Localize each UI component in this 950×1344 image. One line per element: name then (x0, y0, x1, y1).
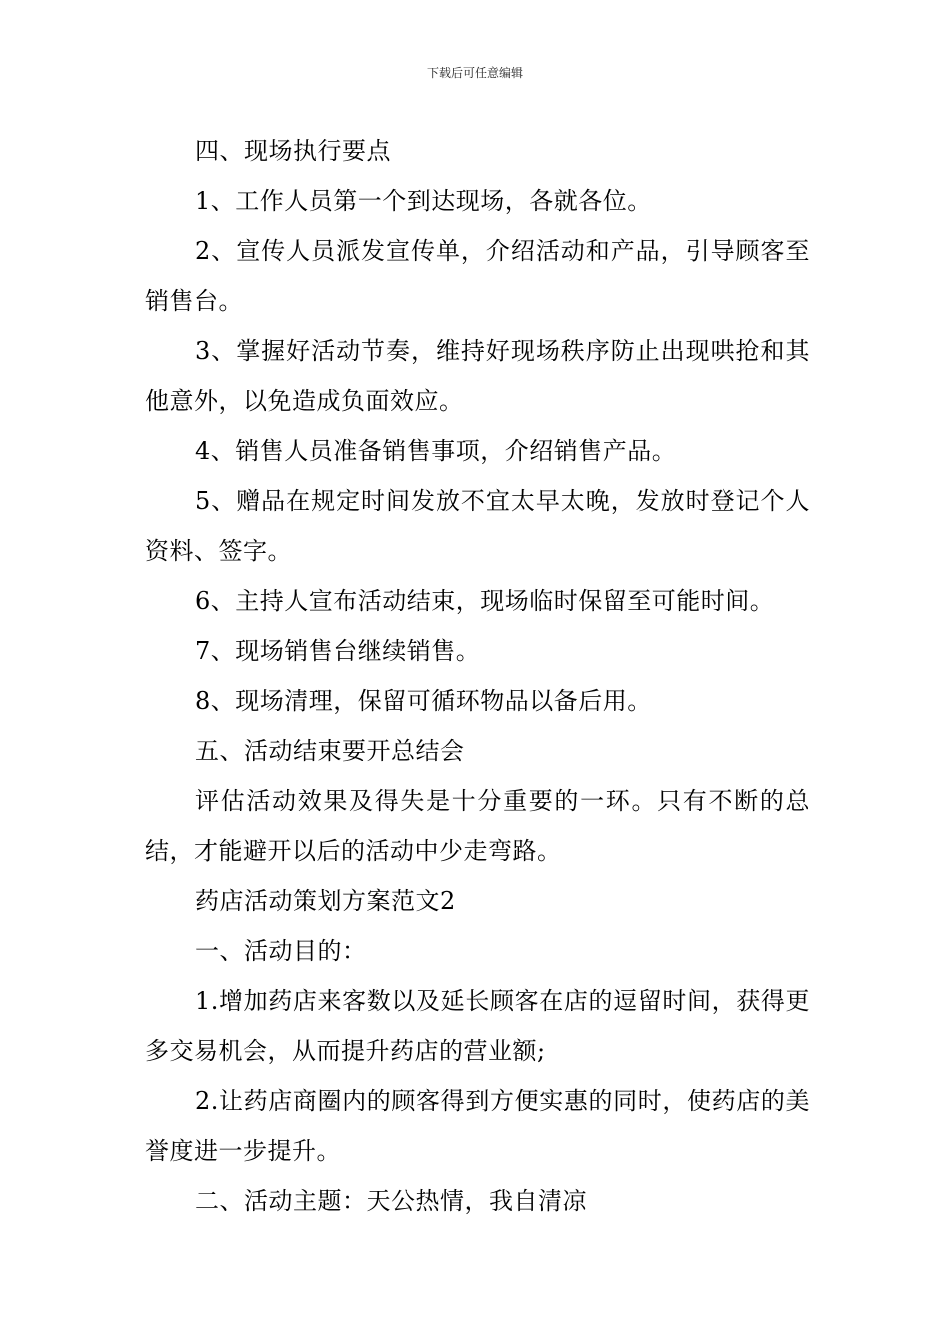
page-header-note: 下载后可任意编辑 (426, 66, 523, 80)
document-body (145, 126, 810, 1226)
paragraph-item-2: 2、宣传人员派发宣传单，介绍活动和产品，引导顾客至销售台。 (145, 237, 810, 315)
paragraph-goal-1: 1.增加药店来客数以及延长顾客在店的逗留时间，获得更多交易机会，从而提升药店的营业额; (145, 987, 810, 1065)
paragraph-summary: 评估活动效果及得失是十分重要的一环。只有不断的总结，才能避开以后的活动中少走弯路。 (145, 787, 810, 865)
paragraph-item-3: 3、掌握好活动节奏，维持好现场秩序防止出现哄抢和其他意外，以免造成负面效应。 (145, 337, 810, 415)
section-heading-1: 一、活动目的： (195, 937, 367, 965)
document-subtitle: 药店活动策划方案范文2 (195, 887, 456, 915)
section-heading-4: 四、现场执行要点 (195, 137, 391, 165)
section-heading-5: 五、活动结束要开总结会 (195, 737, 465, 765)
paragraph-item-1: 1、工作人员第一个到达现场，各就各位。 (195, 187, 652, 215)
paragraph-item-4: 4、销售人员准备销售事项，介绍销售产品。 (195, 437, 677, 465)
section-heading-2: 二、活动主题：天公热情，我自清凉 (195, 1187, 587, 1215)
paragraph-item-7: 7、现场销售台继续销售。 (195, 637, 481, 665)
paragraph-goal-2: 2.让药店商圈内的顾客得到方便实惠的同时，使药店的美誉度进一步提升。 (145, 1087, 810, 1165)
paragraph-item-6: 6、主持人宣布活动结束，现场临时保留至可能时间。 (195, 587, 775, 615)
paragraph-item-5: 5、赠品在规定时间发放不宜太早太晚，发放时登记个人资料、签字。 (145, 487, 810, 565)
paragraph-item-8: 8、现场清理，保留可循环物品以备后用。 (195, 687, 652, 715)
